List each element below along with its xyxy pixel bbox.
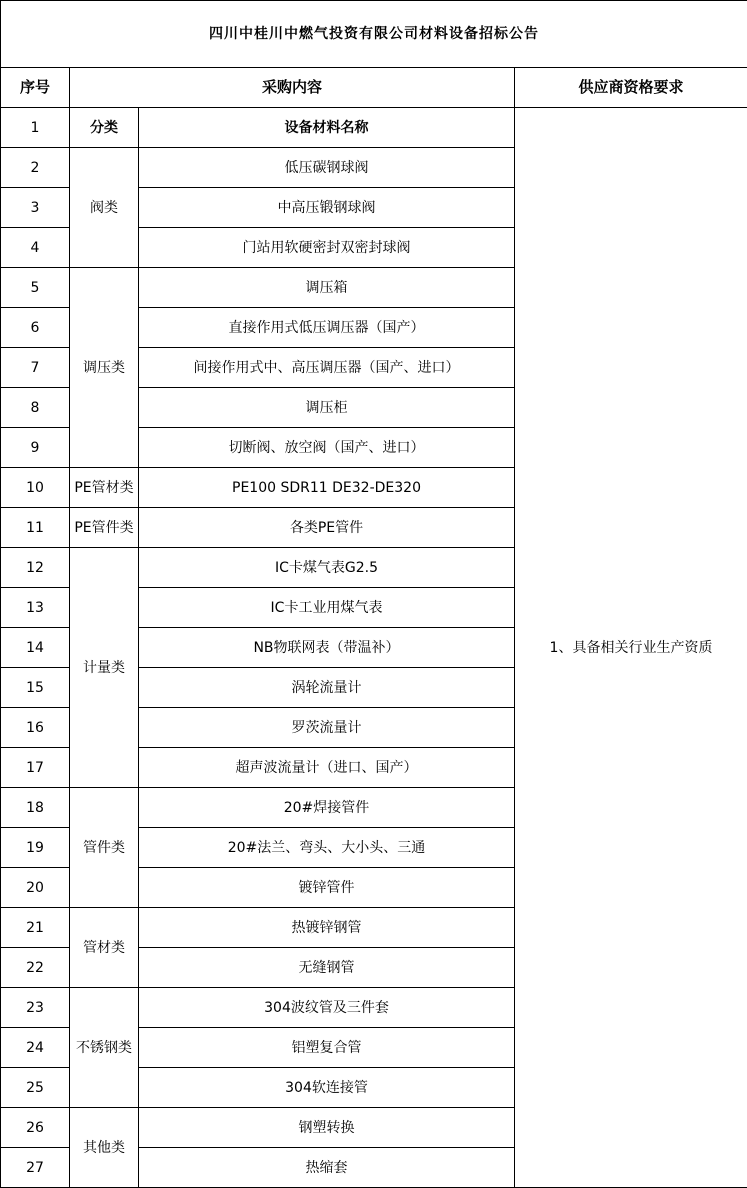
row-index: 19 — [1, 828, 70, 868]
row-index: 4 — [1, 228, 70, 268]
header-content: 采购内容 — [70, 68, 515, 108]
item-name: 304波纹管及三件套 — [139, 988, 515, 1028]
row-index: 11 — [1, 508, 70, 548]
row-index: 13 — [1, 588, 70, 628]
category-cell: PE管件类 — [70, 508, 139, 548]
row-index: 12 — [1, 548, 70, 588]
item-name: 罗茨流量计 — [139, 708, 515, 748]
item-name: 直接作用式低压调压器（国产） — [139, 308, 515, 348]
row-index: 5 — [1, 268, 70, 308]
row-index: 10 — [1, 468, 70, 508]
row-index: 21 — [1, 908, 70, 948]
item-name: 钢塑转换 — [139, 1108, 515, 1148]
item-name: IC卡煤气表G2.5 — [139, 548, 515, 588]
category-cell: 不锈钢类 — [70, 988, 139, 1108]
row-index: 23 — [1, 988, 70, 1028]
header-requirements: 供应商资格要求 — [515, 68, 747, 108]
row-index: 22 — [1, 948, 70, 988]
row-index: 3 — [1, 188, 70, 228]
row-index: 20 — [1, 868, 70, 908]
item-name: 热镀锌钢管 — [139, 908, 515, 948]
item-name: 切断阀、放空阀（国产、进口） — [139, 428, 515, 468]
row-index: 8 — [1, 388, 70, 428]
row-index: 17 — [1, 748, 70, 788]
row-index: 26 — [1, 1108, 70, 1148]
item-name: 超声波流量计（进口、国产） — [139, 748, 515, 788]
category-cell: 阀类 — [70, 148, 139, 268]
category-cell: 计量类 — [70, 548, 139, 788]
category-cell: 其他类 — [70, 1108, 139, 1188]
page-title: 四川中桂川中燃气投资有限公司材料设备招标公告 — [1, 1, 747, 68]
row-index: 16 — [1, 708, 70, 748]
item-name: 无缝钢管 — [139, 948, 515, 988]
row-index: 2 — [1, 148, 70, 188]
item-name: 热缩套 — [139, 1148, 515, 1188]
item-name: 调压柜 — [139, 388, 515, 428]
item-name: 低压碳钢球阀 — [139, 148, 515, 188]
header-index: 序号 — [1, 68, 70, 108]
item-name: 调压箱 — [139, 268, 515, 308]
row-index: 18 — [1, 788, 70, 828]
requirement-cell: 1、具备相关行业生产资质 — [515, 108, 747, 1188]
category-cell: 调压类 — [70, 268, 139, 468]
row-index: 7 — [1, 348, 70, 388]
row-index: 9 — [1, 428, 70, 468]
category-cell: 管件类 — [70, 788, 139, 908]
row-index: 14 — [1, 628, 70, 668]
row-index: 15 — [1, 668, 70, 708]
item-name: 20#法兰、弯头、大小头、三通 — [139, 828, 515, 868]
subheader-name: 设备材料名称 — [139, 108, 515, 148]
item-name: 304软连接管 — [139, 1068, 515, 1108]
item-name: 20#焊接管件 — [139, 788, 515, 828]
item-name: 门站用软硬密封双密封球阀 — [139, 228, 515, 268]
row-index: 6 — [1, 308, 70, 348]
item-name: 涡轮流量计 — [139, 668, 515, 708]
item-name: 各类PE管件 — [139, 508, 515, 548]
subheader-index: 1 — [1, 108, 70, 148]
category-cell: 管材类 — [70, 908, 139, 988]
item-name: 镀锌管件 — [139, 868, 515, 908]
item-name: PE100 SDR11 DE32-DE320 — [139, 468, 515, 508]
row-index: 24 — [1, 1028, 70, 1068]
item-name: NB物联网表（带温补） — [139, 628, 515, 668]
subheader-category: 分类 — [70, 108, 139, 148]
item-name: 铝塑复合管 — [139, 1028, 515, 1068]
item-name: IC卡工业用煤气表 — [139, 588, 515, 628]
row-index: 27 — [1, 1148, 70, 1188]
row-index: 25 — [1, 1068, 70, 1108]
item-name: 中高压锻钢球阀 — [139, 188, 515, 228]
item-name: 间接作用式中、高压调压器（国产、进口） — [139, 348, 515, 388]
category-cell: PE管材类 — [70, 468, 139, 508]
